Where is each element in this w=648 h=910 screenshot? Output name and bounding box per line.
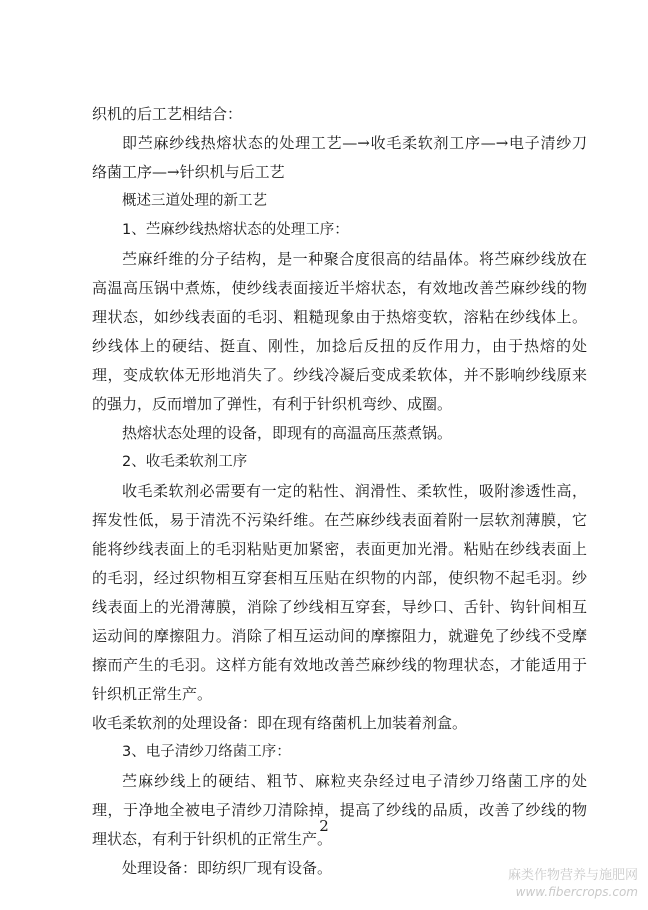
page-number: 2	[319, 817, 329, 835]
text-line: 理状态，如纱线表面的毛羽、粗糙现象由于热熔变软，溶粘在纱线体上。	[92, 308, 587, 326]
text-line: 收毛柔软剂必需要有一定的粘性、润滑性、柔软性，吸附渗透性高，	[122, 482, 587, 500]
text-line: 线表面上的光滑薄膜，消除了纱线相互穿套，导纱口、舌针、钩针间相互	[92, 598, 587, 616]
text-line: 擦而产生的毛羽。这样方能有效地改善苎麻纱线的物理状态，才能适用于	[92, 656, 587, 674]
section-heading: 1、苎麻纱线热熔状态的处理工序：	[122, 222, 349, 238]
text-line: 的强力，反而增加了弹性，有利于针织机弯纱、成圈。	[92, 395, 453, 413]
text-line: 即苎麻纱线热熔状态的处理工艺—→收毛柔软剂工序—→电子清纱刀	[122, 134, 587, 152]
text-line: 理，变成软体无形地消失了。纱线冷凝后变成柔软体，并不影响纱线原来	[92, 366, 587, 384]
text-line: 运动间的摩擦阻力。消除了相互运动间的摩擦阻力，就避免了纱线不受摩	[92, 627, 587, 645]
section-heading: 3、电子清纱刀络菌工序：	[122, 744, 291, 760]
text-line: 苎麻纤维的分子结构，是一种聚合度很高的结晶体。将苎麻纱线放在	[122, 250, 587, 268]
text-line: 挥发性低，易于清洗不污染纤维。在苎麻纱线表面着附一层软剂薄膜，它	[92, 511, 587, 529]
text-line: 针织机正常生产。	[92, 685, 213, 703]
watermark-site-name: 麻类作物营养与施肥网	[507, 868, 638, 883]
text-line: 络菌工序—→针织机与后工艺	[92, 163, 285, 181]
text-line: 处理设备：即纺织厂现有设备。	[122, 859, 333, 877]
text-line: 理，于净地全被电子清纱刀清除掉，提高了纱线的品质，改善了纱线的物	[92, 801, 587, 819]
text-line: 苎麻纱线上的硬结、粗节、麻粒夹杂经过电子清纱刀络菌工序的处	[122, 772, 587, 790]
text-line: 能将纱线表面上的毛羽粘贴更加紧密，表面更加光滑。粘贴在纱线表面上	[92, 540, 587, 558]
watermark-url: www.fibercrops.com	[515, 885, 638, 899]
text-line: 理状态，有利于针织机的正常生产。	[92, 830, 333, 848]
section-heading: 概述三道处理的新工艺	[122, 193, 267, 209]
section-heading: 2、收毛柔软剂工序	[122, 454, 248, 470]
text-line: 织机的后工艺相结合：	[92, 105, 243, 123]
text-line: 收毛柔软剂的处理设备：即在现有络菌机上加装着剂盒。	[92, 714, 468, 732]
text-line: 高温高压锅中煮炼，使纱线表面接近半熔状态，有效地改善苎麻纱线的物	[92, 279, 587, 297]
body-text	[92, 100, 587, 883]
watermark	[508, 868, 638, 900]
text-line: 的毛羽，经过织物相互穿套相互压贴在织物的内部，使织物不起毛羽。纱	[92, 569, 587, 587]
text-line: 热熔状态处理的设备，即现有的高温高压蒸煮锅。	[122, 424, 453, 442]
text-line: 纱线体上的硬结、挺直、刚性，加捻后反扭的反作用力，由于热熔的处	[92, 337, 587, 355]
